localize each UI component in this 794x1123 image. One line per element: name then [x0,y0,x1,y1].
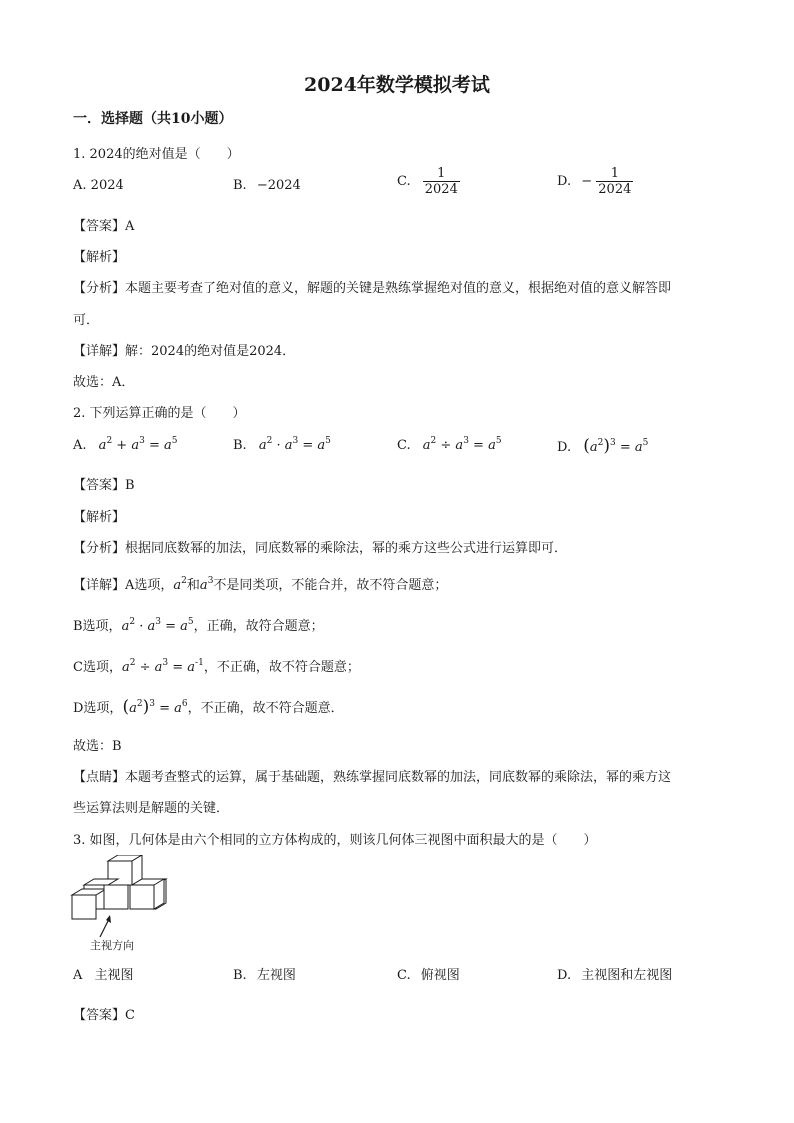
q2-dianjing-cont: 些运算法则是解题的关键． [73,801,230,816]
q1-xiangjie [73,340,295,359]
formula: $a^3$ [199,576,214,593]
q2-xiangjie-c [73,656,360,675]
xiangjie-text: ，不正确，故不符合题意； [203,660,360,675]
answer-label: 【答案】 [73,219,126,234]
q1-choice [73,371,134,390]
formula: $(a^2)^3 = a^6$ [122,697,188,717]
q1-analysis-label: 【解析】 [73,250,126,265]
q3-option-a [73,964,134,983]
q2-option-c [397,438,502,453]
xiangjie-label: 【详解】 [73,578,126,593]
option-text: −2024 [256,178,301,193]
formula: $a^2 \cdot a^3 = a^5$ [121,617,194,634]
q2-xiangjie-a [73,574,447,593]
option-letter: B. [233,968,247,983]
q1-option-c [397,166,460,197]
option-letter: A. [73,438,87,453]
fraction-numerator: 1 [437,166,446,181]
section-heading: 一．选择题（共10小题） [73,111,233,127]
q1-answer [73,215,134,234]
option-letter: D. [557,174,572,189]
xiangjie-text: A选项， [125,578,174,593]
xiangjie-text: 解：2024的绝对值是2024． [125,344,296,359]
xiangjie-text: 不是同类项，不能合并，故不符合题意； [213,578,448,593]
formula: $a^2 \div a^3 = a^5$ [422,436,502,453]
dianjing-label: 【点睛】 [73,770,126,785]
xiangjie-text: ，不正确，故不符合题意． [187,701,344,716]
formula: $a^2 \div a^3 = a^{-1}$ [121,658,204,675]
formula: $(a^2)^3 = a^5$ [583,436,649,456]
option-letter: C. [397,438,411,453]
q1-option-d [557,166,633,197]
xiangjie-text: B选项， [73,619,122,634]
cube-face [130,885,154,909]
fraction [423,166,460,197]
q3-answer [73,1004,135,1023]
q2-xiangjie-d [73,697,344,717]
option-letter: B. [233,438,247,453]
q2-analysis-label: 【解析】 [73,510,126,525]
q2-option-d [557,436,648,456]
fenxi-text: 本题主要考查了绝对值的意义，解题的关键是熟练掌握绝对值的意义，根据绝对值的意义解答即 [125,281,672,296]
xiangjie-text: 和 [186,578,200,593]
formula: $a^2 \cdot a^3 = a^5$ [258,436,331,453]
q1-fenxi-cont: 可． [73,313,100,328]
dianjing-text: 本题考查整式的运算，属于基础题，熟练掌握同底数幂的加法，同底数幂的乘除法，幂的乘方这 [125,770,672,785]
minus-sign: − [581,174,593,189]
page-title: 2024年数学模拟考试 [304,74,490,96]
fraction-numerator: 1 [610,166,619,181]
choice-value: B [112,739,122,754]
answer-label: 【答案】 [73,1008,126,1023]
xiangjie-text: D选项， [73,701,123,716]
formula: $a^2 + a^3 = a^5$ [98,436,178,453]
q2-fenxi [73,537,567,556]
formula: $a^2$ [173,576,187,593]
q2-stem: 2. 下列运算正确的是（ ） [73,406,246,421]
cube-face [72,895,96,919]
answer-value: C [125,1008,135,1023]
figure-caption: 主视方向 [90,939,134,952]
q3-option-d [557,964,672,983]
fraction-denominator: 2024 [424,182,458,197]
q1-option-a [73,178,124,193]
option-letter: A. [73,178,87,193]
option-text: 主视图和左视图 [581,968,673,983]
q2-choice [73,735,122,754]
fenxi-label: 【分析】 [73,281,126,296]
cube-face [104,885,128,909]
option-letter: C. [397,174,411,189]
option-letter: D. [557,968,572,983]
q2-option-a [73,438,177,453]
answer-value: A [125,219,135,234]
q1-fenxi [73,277,671,296]
option-text: 俯视图 [420,968,460,983]
xiangjie-text: C选项， [73,660,122,675]
fenxi-text: 根据同底数幂的加法，同底数幂的乘除法，幂的乘方这些公式进行运算即可． [125,541,568,556]
q3-option-c [397,964,460,983]
choice-label: 故选： [73,739,113,754]
option-letter: C. [397,968,411,983]
xiangjie-text: ，正确，故符合题意； [193,619,324,634]
q1-option-b [233,178,301,193]
option-text: 左视图 [256,968,296,983]
option-letter: A [73,968,83,983]
q3-stem: 3. 如图，几何体是由六个相同的立方体构成的，则该几何体三视图中面积最大的是（ ） [73,833,597,848]
xiangjie-label: 【详解】 [73,344,126,359]
q3-option-b [233,964,296,983]
answer-value: B [125,478,135,493]
arrow-head [106,915,111,923]
choice-label: 故选： [73,375,113,390]
fraction [596,166,633,197]
q2-dianjing [73,766,671,785]
option-letter: D. [557,440,572,455]
answer-label: 【答案】 [73,478,126,493]
q2-answer [73,474,135,493]
q2-option-b [233,438,331,453]
fraction-denominator: 2024 [598,182,632,197]
q2-xiangjie-b [73,615,324,634]
q1-stem: 1. 2024的绝对值是（ ） [73,147,240,162]
option-letter: B. [233,178,247,193]
choice-value: A． [112,375,135,390]
option-text: 2024 [90,178,124,193]
option-text: 主视图 [94,968,134,983]
fenxi-label: 【分析】 [73,541,126,556]
